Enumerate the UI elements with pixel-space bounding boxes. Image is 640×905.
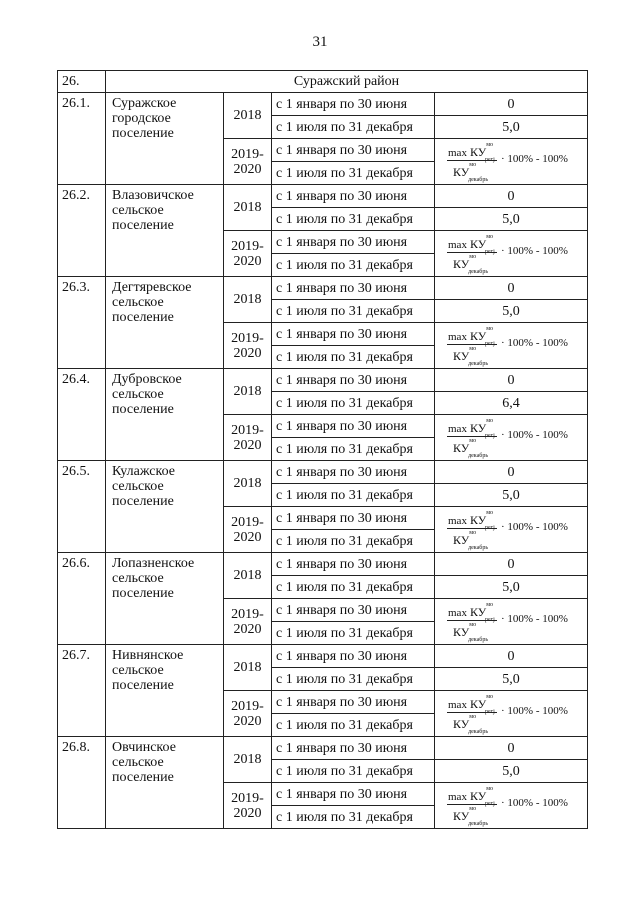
value-2018-second-half: 5,0 — [435, 300, 588, 323]
formula-cell — [435, 139, 588, 185]
formula-numerator: $\max КУ^{мо}_{регj}$ — [448, 325, 495, 347]
formula-denominator: $КУ^{мо}_{декабрь}$ — [453, 529, 489, 551]
settlement-name-line: сельское — [112, 203, 164, 218]
period-second-half: с 1 июля по 31 декабря — [272, 300, 435, 323]
settlement-name-line: Кулажское — [112, 464, 175, 479]
fraction-bar — [447, 528, 497, 529]
period-first-half: с 1 января по 30 июня — [272, 185, 435, 208]
year-2018: 2018 — [224, 93, 272, 139]
settlement-number: 26.4. — [58, 369, 106, 461]
formula-numerator: $\max КУ^{мо}_{регj}$ — [448, 693, 495, 715]
period-second-half: с 1 июля по 31 декабря — [272, 576, 435, 599]
period-second-half: с 1 июля по 31 декабря — [272, 714, 435, 737]
period-first-half: с 1 января по 30 июня — [272, 93, 435, 116]
period-second-half: с 1 июля по 31 декабря — [272, 346, 435, 369]
period-second-half: с 1 июля по 31 декабря — [272, 806, 435, 829]
year-2019-2020 — [224, 139, 272, 185]
settlement-name-line: сельское — [112, 479, 164, 494]
value-2018-first-half: 0 — [435, 369, 588, 392]
settlement-name — [106, 645, 224, 737]
settlement-number: 26.8. — [58, 737, 106, 829]
formula-cell — [435, 507, 588, 553]
settlement-name-line: Нивнянское — [112, 648, 184, 663]
settlement-number: 26.6. — [58, 553, 106, 645]
formula-tail: · 100% - 100% — [501, 704, 568, 717]
settlement-name-line: поселение — [112, 218, 174, 233]
year-2019: 2019- — [231, 422, 264, 438]
settlement-row-2018-h1 — [58, 185, 588, 208]
settlement-name — [106, 277, 224, 369]
settlement-name-line: сельское — [112, 387, 164, 402]
fraction-bar — [447, 160, 497, 161]
value-2018-second-half: 5,0 — [435, 116, 588, 139]
value-2018-first-half: 0 — [435, 737, 588, 760]
settlement-name-line: городское — [112, 111, 171, 126]
formula-cell — [435, 691, 588, 737]
formula-numerator: $\max КУ^{мо}_{регj}$ — [448, 417, 495, 439]
period-second-half: с 1 июля по 31 декабря — [272, 392, 435, 415]
year-2020: 2020 — [233, 345, 262, 361]
year-2019-2020 — [224, 323, 272, 369]
value-2018-second-half: 5,0 — [435, 760, 588, 783]
settlement-name-line: поселение — [112, 586, 174, 601]
value-2018-second-half: 5,0 — [435, 484, 588, 507]
formula-numerator: $\max КУ^{мо}_{регj}$ — [448, 509, 495, 531]
formula-cell — [435, 599, 588, 645]
formula-tail: · 100% - 100% — [501, 796, 568, 809]
year-2019: 2019- — [231, 790, 264, 806]
period-first-half: с 1 января по 30 июня — [272, 737, 435, 760]
year-2019-2020 — [224, 507, 272, 553]
formula-numerator: $\max КУ^{мо}_{регj}$ — [448, 785, 495, 807]
value-2018-first-half: 0 — [435, 93, 588, 116]
year-2020: 2020 — [233, 621, 262, 637]
growth-formula — [435, 600, 585, 644]
period-first-half: с 1 января по 30 июня — [272, 645, 435, 668]
settlement-name — [106, 461, 224, 553]
value-2018-second-half: 5,0 — [435, 576, 588, 599]
value-2018-second-half: 6,4 — [435, 392, 588, 415]
formula-tail: · 100% - 100% — [501, 336, 568, 349]
settlement-name-line: Лопазненское — [112, 556, 195, 571]
period-first-half: с 1 января по 30 июня — [272, 323, 435, 346]
year-2018: 2018 — [224, 185, 272, 231]
settlement-name-line: Дегтяревское — [112, 280, 192, 295]
formula-tail: · 100% - 100% — [501, 152, 568, 165]
year-2018: 2018 — [224, 369, 272, 415]
year-2019: 2019- — [231, 238, 264, 254]
year-2018: 2018 — [224, 553, 272, 599]
year-2019: 2019- — [231, 606, 264, 622]
settlement-row-2018-h1 — [58, 93, 588, 116]
period-second-half: с 1 июля по 31 декабря — [272, 760, 435, 783]
formula-cell — [435, 323, 588, 369]
value-2018-first-half: 0 — [435, 185, 588, 208]
period-first-half: с 1 января по 30 июня — [272, 415, 435, 438]
year-2020: 2020 — [233, 529, 262, 545]
formula-numerator: $\max КУ^{мо}_{регj}$ — [448, 601, 495, 623]
growth-formula — [435, 416, 585, 460]
value-2018-second-half: 5,0 — [435, 208, 588, 231]
page-number: 31 — [312, 34, 328, 50]
year-2018: 2018 — [224, 645, 272, 691]
period-second-half: с 1 июля по 31 декабря — [272, 668, 435, 691]
formula-cell — [435, 783, 588, 829]
growth-formula — [435, 324, 585, 368]
growth-formula — [435, 692, 585, 736]
tariff-table — [57, 70, 588, 829]
period-first-half: с 1 января по 30 июня — [272, 783, 435, 806]
value-2018-first-half: 0 — [435, 645, 588, 668]
settlement-name-line: поселение — [112, 310, 174, 325]
settlement-name-line: поселение — [112, 494, 174, 509]
settlement-row-2018-h1 — [58, 553, 588, 576]
growth-formula — [435, 140, 585, 184]
year-2018: 2018 — [224, 737, 272, 783]
period-first-half: с 1 января по 30 июня — [272, 461, 435, 484]
year-2019: 2019- — [231, 330, 264, 346]
formula-denominator: $КУ^{мо}_{декабрь}$ — [453, 621, 489, 643]
year-2019-2020 — [224, 599, 272, 645]
period-second-half: с 1 июля по 31 декабря — [272, 162, 435, 185]
settlement-row-2018-h1 — [58, 645, 588, 668]
settlement-name — [106, 737, 224, 829]
formula-denominator: $КУ^{мо}_{декабрь}$ — [453, 805, 489, 827]
period-first-half: с 1 января по 30 июня — [272, 553, 435, 576]
formula-cell — [435, 231, 588, 277]
growth-formula — [435, 232, 585, 276]
fraction-bar — [447, 436, 497, 437]
formula-denominator: $КУ^{мо}_{декабрь}$ — [453, 345, 489, 367]
year-2018: 2018 — [224, 461, 272, 507]
year-2018: 2018 — [224, 277, 272, 323]
period-first-half: с 1 января по 30 июня — [272, 231, 435, 254]
district-title: Суражский район — [106, 71, 588, 93]
settlement-row-2018-h1 — [58, 461, 588, 484]
settlement-name-line: поселение — [112, 402, 174, 417]
period-second-half: с 1 июля по 31 декабря — [272, 438, 435, 461]
settlement-number: 26.1. — [58, 93, 106, 185]
period-second-half: с 1 июля по 31 декабря — [272, 116, 435, 139]
year-2019-2020 — [224, 783, 272, 829]
settlement-number: 26.2. — [58, 185, 106, 277]
district-header-row — [58, 71, 588, 93]
settlement-name — [106, 369, 224, 461]
value-2018-first-half: 0 — [435, 553, 588, 576]
period-first-half: с 1 января по 30 июня — [272, 507, 435, 530]
growth-formula — [435, 784, 585, 828]
formula-tail: · 100% - 100% — [501, 612, 568, 625]
period-second-half: с 1 июля по 31 декабря — [272, 484, 435, 507]
settlement-name — [106, 185, 224, 277]
period-first-half: с 1 января по 30 июня — [272, 691, 435, 714]
fraction-bar — [447, 712, 497, 713]
formula-numerator: $\max КУ^{мо}_{регj}$ — [448, 233, 495, 255]
fraction-bar — [447, 252, 497, 253]
settlement-name-line: сельское — [112, 295, 164, 310]
settlement-name — [106, 553, 224, 645]
settlement-name-line: сельское — [112, 755, 164, 770]
formula-tail: · 100% - 100% — [501, 428, 568, 441]
settlement-name-line: сельское — [112, 663, 164, 678]
settlement-number: 26.7. — [58, 645, 106, 737]
year-2019-2020 — [224, 231, 272, 277]
fraction-bar — [447, 620, 497, 621]
settlement-name-line: сельское — [112, 571, 164, 586]
year-2019: 2019- — [231, 146, 264, 162]
settlement-name-line: поселение — [112, 126, 174, 141]
settlement-name-line: Дубровское — [112, 372, 182, 387]
district-number: 26. — [58, 71, 106, 93]
year-2019: 2019- — [231, 698, 264, 714]
formula-denominator: $КУ^{мо}_{декабрь}$ — [453, 437, 489, 459]
value-2018-first-half: 0 — [435, 461, 588, 484]
settlement-name-line: Влазовичское — [112, 188, 194, 203]
period-first-half: с 1 января по 30 июня — [272, 139, 435, 162]
settlement-name-line: поселение — [112, 678, 174, 693]
formula-denominator: $КУ^{мо}_{декабрь}$ — [453, 713, 489, 735]
settlement-name-line: Суражское — [112, 96, 177, 111]
settlement-row-2018-h1 — [58, 277, 588, 300]
period-second-half: с 1 июля по 31 декабря — [272, 530, 435, 553]
fraction-bar — [447, 344, 497, 345]
settlement-number: 26.3. — [58, 277, 106, 369]
formula-tail: · 100% - 100% — [501, 520, 568, 533]
formula-denominator: $КУ^{мо}_{декабрь}$ — [453, 161, 489, 183]
formula-numerator: $\max КУ^{мо}_{регj}$ — [448, 141, 495, 163]
settlement-name-line: поселение — [112, 770, 174, 785]
settlement-name — [106, 93, 224, 185]
formula-tail: · 100% - 100% — [501, 244, 568, 257]
year-2020: 2020 — [233, 437, 262, 453]
growth-formula — [435, 508, 585, 552]
formula-cell — [435, 415, 588, 461]
period-first-half: с 1 января по 30 июня — [272, 369, 435, 392]
year-2019-2020 — [224, 691, 272, 737]
value-2018-second-half: 5,0 — [435, 668, 588, 691]
year-2019-2020 — [224, 415, 272, 461]
settlement-row-2018-h1 — [58, 737, 588, 760]
year-2020: 2020 — [233, 161, 262, 177]
year-2020: 2020 — [233, 805, 262, 821]
period-second-half: с 1 июля по 31 декабря — [272, 254, 435, 277]
settlement-row-2018-h1 — [58, 369, 588, 392]
period-second-half: с 1 июля по 31 декабря — [272, 208, 435, 231]
year-2020: 2020 — [233, 713, 262, 729]
fraction-bar — [447, 804, 497, 805]
settlement-number: 26.5. — [58, 461, 106, 553]
period-first-half: с 1 января по 30 июня — [272, 277, 435, 300]
period-second-half: с 1 июля по 31 декабря — [272, 622, 435, 645]
period-first-half: с 1 января по 30 июня — [272, 599, 435, 622]
settlement-name-line: Овчинское — [112, 740, 176, 755]
value-2018-first-half: 0 — [435, 277, 588, 300]
year-2020: 2020 — [233, 253, 262, 269]
year-2019: 2019- — [231, 514, 264, 530]
formula-denominator: $КУ^{мо}_{декабрь}$ — [453, 253, 489, 275]
